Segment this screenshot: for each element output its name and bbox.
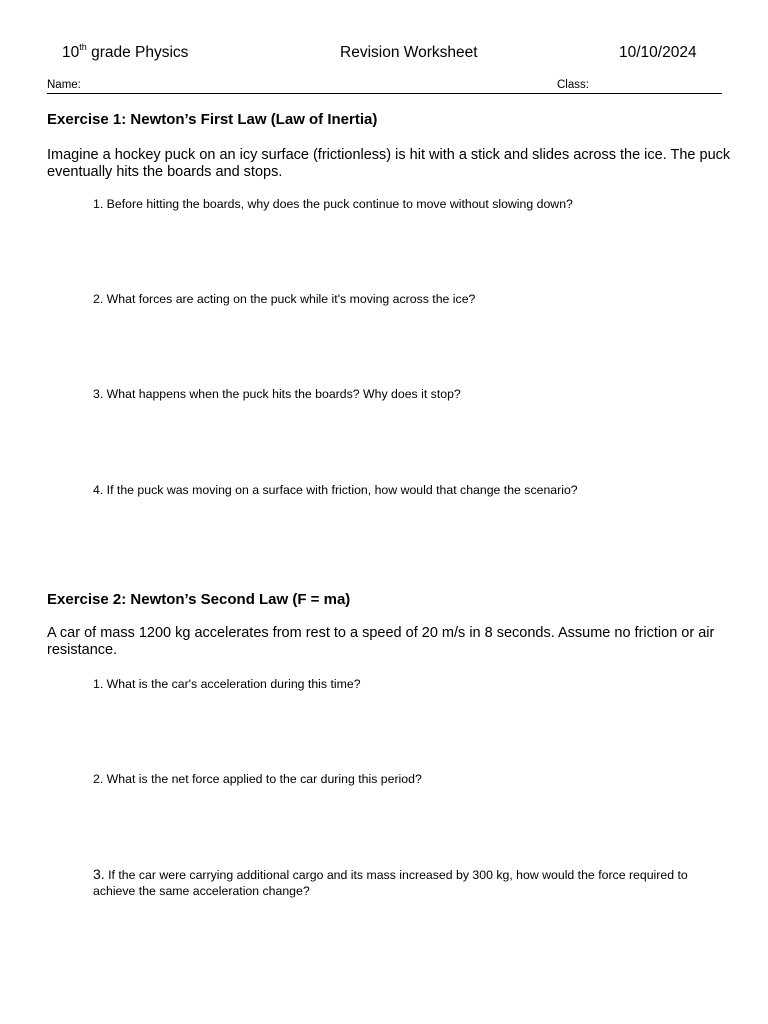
header-grade-subject bbox=[62, 44, 188, 62]
worksheet-date: 10/10/2024 bbox=[619, 44, 697, 61]
exercise-1-question-1: 1. Before hitting the boards, why does the puck continue to move without slowing down? bbox=[93, 197, 573, 211]
page-header bbox=[0, 44, 768, 64]
grade-number: 10 bbox=[62, 44, 80, 61]
exercise-1-intro: Imagine a hockey puck on an icy surface (frictionless) is hit with a stick and slides across the ice. The puck eventually hits the boards and stops. bbox=[47, 147, 731, 180]
exercise-2-question-2: 2. What is the net force applied to the car during this period? bbox=[93, 772, 422, 786]
exercise-1-title: Exercise 1: Newton’s First Law (Law of Inertia) bbox=[47, 111, 378, 128]
exercise-1-question-4: 4. If the puck was moving on a surface with friction, how would that change the scenario? bbox=[93, 483, 578, 497]
exercise-2-question-1: 1. What is the car's acceleration during this time? bbox=[93, 677, 361, 691]
exercise-2-question-3-number: 3. bbox=[93, 866, 105, 882]
exercise-1-question-3: 3. What happens when the puck hits the boards? Why does it stop? bbox=[93, 387, 461, 401]
grade-suffix: th bbox=[79, 42, 87, 52]
exercise-2-title: Exercise 2: Newton’s Second Law (F = ma) bbox=[47, 591, 351, 608]
class-label: Class: bbox=[557, 79, 589, 91]
exercise-2-question-3 bbox=[93, 866, 713, 899]
grade-subject: grade Physics bbox=[86, 44, 189, 61]
name-class-line bbox=[47, 79, 722, 94]
exercise-2-question-3-text: If the car were carrying additional cargo and its mass increased by 300 kg, how would the force required to achieve the same acceleration change? bbox=[93, 868, 688, 898]
exercise-2-intro: A car of mass 1200 kg accelerates from rest to a speed of 20 m/s in 8 seconds. Assume no friction or air resistance. bbox=[47, 625, 715, 658]
worksheet-title: Revision Worksheet bbox=[340, 44, 478, 61]
exercise-1-question-2: 2. What forces are acting on the puck while it's moving across the ice? bbox=[93, 292, 476, 306]
name-label: Name: bbox=[47, 79, 81, 91]
